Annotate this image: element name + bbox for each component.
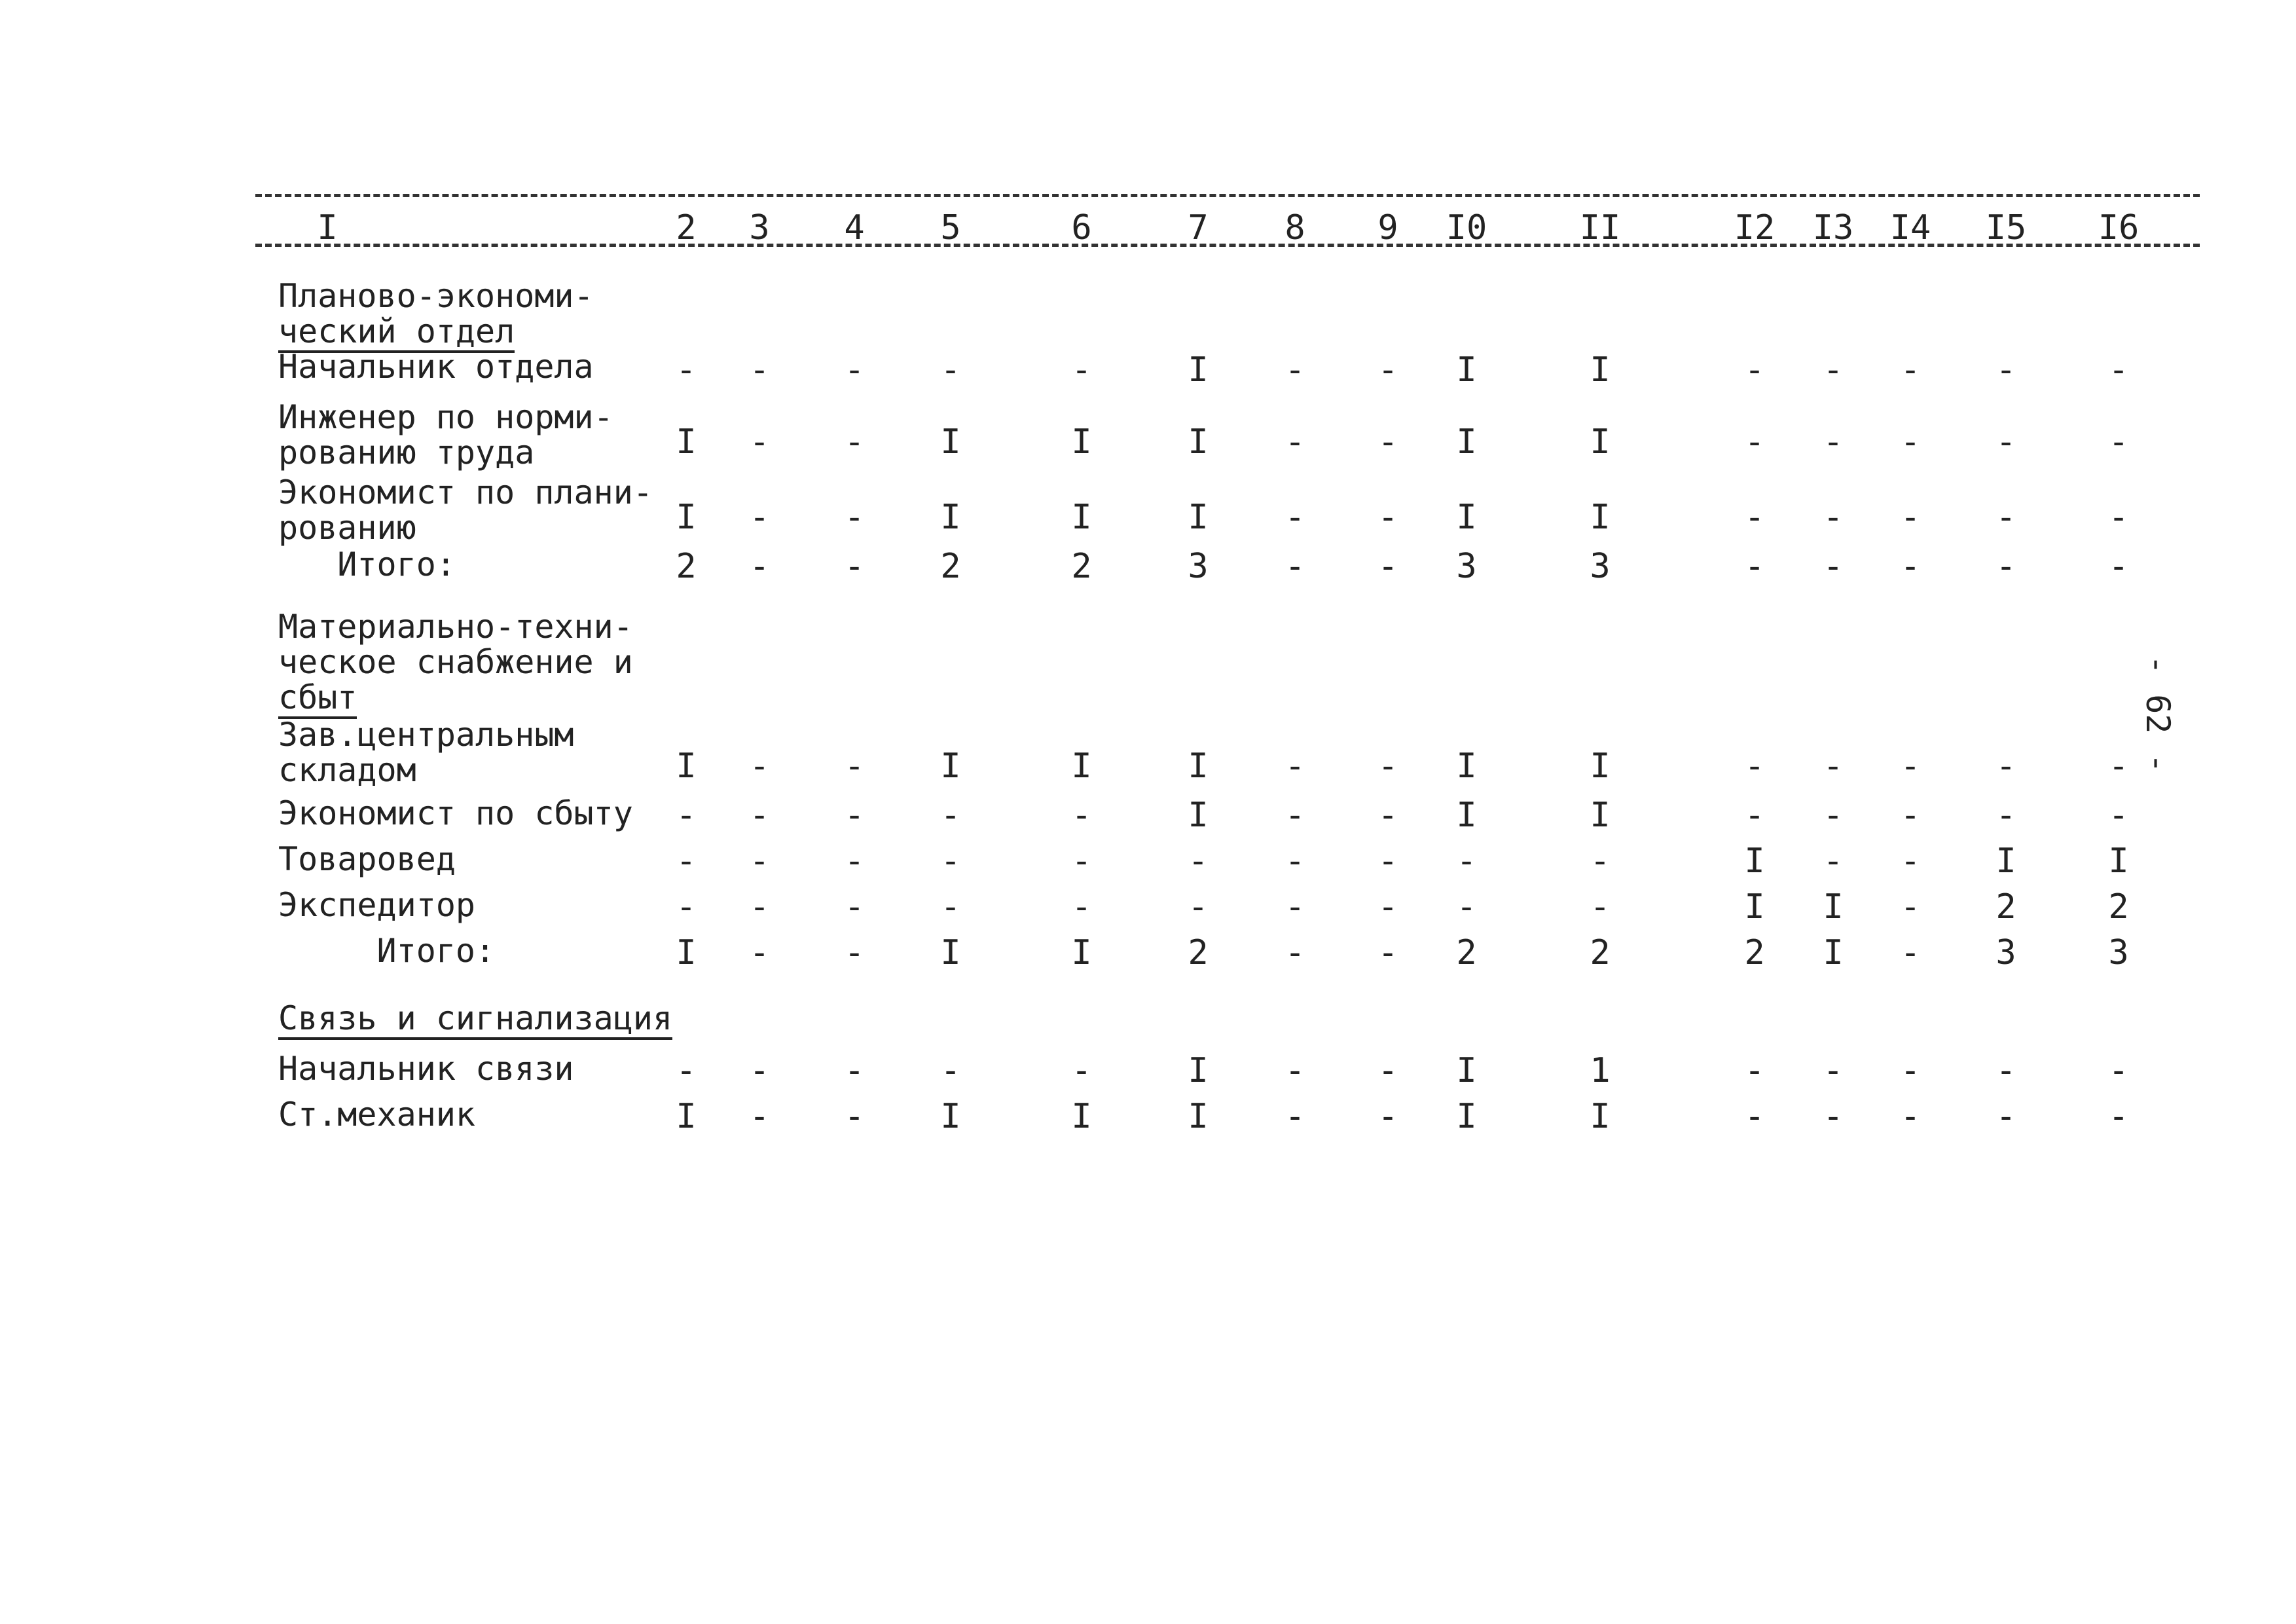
section-title-line: ческий отдел (278, 314, 515, 353)
table-cell: - (1900, 933, 1921, 972)
table-cell: - (1377, 1051, 1398, 1090)
row-label (278, 796, 633, 831)
table-cell: - (844, 1051, 865, 1090)
row-label-line: Ст.механик (278, 1096, 476, 1134)
table-cell: I (1823, 887, 1844, 927)
table-cell: - (940, 796, 961, 835)
table-cell: I (940, 422, 961, 462)
column-header-2: 2 (676, 208, 697, 248)
table-cell: - (844, 422, 865, 462)
table-cell: - (1995, 796, 2016, 835)
table-cell: - (1285, 547, 1305, 586)
table-cell: 2 (1456, 933, 1477, 972)
row-label (278, 887, 475, 923)
table-cell: - (1744, 422, 1765, 462)
table-cell: I (1590, 422, 1611, 462)
table-cell: I (1456, 796, 1477, 835)
table-cell: - (1744, 796, 1765, 835)
table-cell: - (844, 841, 865, 881)
row-label-line: Экспедитор (278, 886, 476, 924)
table-cell: - (1823, 422, 1844, 462)
table-cell: I (1071, 1097, 1092, 1136)
table-cell: I (1456, 1097, 1477, 1136)
table-cell: - (844, 547, 865, 586)
table-cell: - (1744, 498, 1765, 537)
table-cell: - (749, 350, 770, 390)
section-title-line: Планово-экономи- (278, 277, 594, 315)
table-cell: - (2108, 747, 2129, 786)
table-cell: 2 (1590, 933, 1611, 972)
row-label (278, 547, 456, 582)
table-cell: I (1744, 887, 1765, 927)
table-cell: - (1377, 547, 1398, 586)
table-cell: 3 (1590, 547, 1611, 586)
row-label (278, 1051, 574, 1086)
table-cell: - (1377, 933, 1398, 972)
table-cell: I (1456, 1051, 1477, 1090)
table-cell: - (676, 350, 697, 390)
table-cell: I (676, 1097, 697, 1136)
table-cell: I (1590, 1097, 1611, 1136)
section-title (278, 1001, 672, 1040)
table-cell: - (2108, 422, 2129, 462)
row-label-line: Начальник отдела (278, 348, 594, 386)
table-cell: - (1900, 887, 1921, 927)
table-cell: - (749, 1051, 770, 1090)
table-cell: - (1823, 1097, 1844, 1136)
table-cell: I (1188, 1097, 1209, 1136)
table-cell: - (1071, 1051, 1092, 1090)
table-cell: I (676, 747, 697, 786)
table-cell: - (1900, 841, 1921, 881)
table-cell: - (1823, 547, 1844, 586)
table-cell: - (1456, 887, 1477, 927)
row-label-line: рованию труда (278, 434, 535, 471)
table-cell: I (676, 422, 697, 462)
table-cell: 2 (1995, 887, 2016, 927)
table-cell: I (940, 498, 961, 537)
column-header-13: I3 (1812, 208, 1854, 248)
table-cell: - (1995, 1051, 2016, 1090)
table-cell: - (1744, 350, 1765, 390)
table-cell: - (749, 747, 770, 786)
table-cell: - (2108, 796, 2129, 835)
table-cell: - (2108, 1097, 2129, 1136)
row-label (278, 399, 613, 470)
table-cell: - (1900, 498, 1921, 537)
table-cell: I (1071, 498, 1092, 537)
row-label-line: Экономист по плани- (278, 473, 653, 511)
table-cell: - (1744, 1051, 1765, 1090)
table-cell: I (1590, 498, 1611, 537)
row-label-line: Товаровед (278, 840, 456, 878)
table-cell: - (1900, 796, 1921, 835)
table-cell: I (1590, 747, 1611, 786)
page-number: - 62 - (2139, 655, 2177, 773)
table-cell: - (1285, 747, 1305, 786)
table-cell: - (2108, 498, 2129, 537)
table-cell: - (1377, 887, 1398, 927)
column-header-4: 4 (844, 208, 865, 248)
column-header-14: I4 (1889, 208, 1931, 248)
row-label-line: рованию (278, 509, 416, 547)
table-cell: - (749, 933, 770, 972)
table-cell: - (676, 841, 697, 881)
table-cell: - (1377, 350, 1398, 390)
table-cell: - (844, 498, 865, 537)
table-cell: - (749, 547, 770, 586)
table-cell: - (1995, 422, 2016, 462)
table-cell: - (1995, 747, 2016, 786)
section-title (278, 278, 594, 353)
table-cell: - (1285, 422, 1305, 462)
column-header-16: I6 (2098, 208, 2140, 248)
table-cell: - (1995, 547, 2016, 586)
table-cell: - (844, 350, 865, 390)
table-cell: - (2108, 350, 2129, 390)
table-cell: - (1995, 498, 2016, 537)
row-label-line: Итого: (278, 932, 496, 970)
table-cell: - (1377, 498, 1398, 537)
table-cell: - (1744, 747, 1765, 786)
table-cell: - (1900, 422, 1921, 462)
table-cell: - (749, 1097, 770, 1136)
row-label (278, 475, 653, 545)
section-title (278, 609, 633, 719)
table-cell: - (1823, 747, 1844, 786)
table-cell: - (2108, 1051, 2129, 1090)
section-title-line: ческое снабжение и (278, 643, 633, 681)
table-cell: I (1590, 796, 1611, 835)
table-cell: I (1188, 747, 1209, 786)
row-label (278, 717, 574, 788)
table-cell: - (844, 747, 865, 786)
column-header-6: 6 (1071, 208, 1092, 248)
table-cell: - (1285, 796, 1305, 835)
table-cell: I (676, 498, 697, 537)
row-label (278, 1097, 475, 1132)
table-cell: - (1188, 887, 1209, 927)
row-label (278, 933, 495, 969)
table-cell: 2 (1071, 547, 1092, 586)
table-cell: - (1900, 350, 1921, 390)
table-cell: - (1823, 841, 1844, 881)
table-cell: - (1900, 1051, 1921, 1090)
table-cell: I (940, 933, 961, 972)
table-cell: I (1995, 841, 2016, 881)
table-cell: 2 (940, 547, 961, 586)
table-cell: I (940, 1097, 961, 1136)
table-cell: I (676, 933, 697, 972)
table-cell: - (844, 933, 865, 972)
table-cell: 2 (676, 547, 697, 586)
table-cell: I (1071, 747, 1092, 786)
table-cell: I (1456, 350, 1477, 390)
section-title-line: Связь и сигнализация (278, 1001, 672, 1040)
row-label-line: Начальник связи (278, 1050, 574, 1088)
table-cell: 3 (2108, 933, 2129, 972)
table-cell: I (1188, 498, 1209, 537)
row-label-line: Итого: (278, 545, 456, 583)
table-cell: - (1188, 841, 1209, 881)
table-cell: - (1377, 796, 1398, 835)
header-top-rule (255, 194, 2200, 197)
table-cell: - (1823, 498, 1844, 537)
table-cell: I (940, 747, 961, 786)
table-cell: - (749, 841, 770, 881)
column-header-11: II (1579, 208, 1621, 248)
table-cell: I (1744, 841, 1765, 881)
column-header-10: I0 (1446, 208, 1487, 248)
table-cell: - (1285, 1051, 1305, 1090)
table-cell: - (1285, 1097, 1305, 1136)
table-cell: 2 (1188, 933, 1209, 972)
table-cell: 2 (2108, 887, 2129, 927)
table-cell: - (1285, 350, 1305, 390)
table-cell: - (1900, 547, 1921, 586)
table-cell: - (1823, 796, 1844, 835)
table-cell: I (1071, 933, 1092, 972)
table-cell: 3 (1456, 547, 1477, 586)
section-title-line: сбыт (278, 680, 357, 719)
table-cell: I (1590, 350, 1611, 390)
row-label-line: складом (278, 751, 416, 789)
table-cell: - (1456, 841, 1477, 881)
table-cell: - (1590, 841, 1611, 881)
table-cell: - (844, 796, 865, 835)
table-cell: - (1823, 350, 1844, 390)
table-cell: - (1377, 747, 1398, 786)
column-header-15: I5 (1985, 208, 2027, 248)
table-cell: - (1744, 547, 1765, 586)
row-label-line: Зав.центральным (278, 716, 574, 754)
table-cell: 1 (1590, 1051, 1611, 1090)
table-cell: - (1377, 1097, 1398, 1136)
table-cell: - (1377, 841, 1398, 881)
table-cell: I (2108, 841, 2129, 881)
table-cell: - (1071, 841, 1092, 881)
table-cell: - (749, 796, 770, 835)
table-cell: - (1995, 1097, 2016, 1136)
table-cell: - (1285, 887, 1305, 927)
table-cell: I (1188, 422, 1209, 462)
table-cell: - (1744, 1097, 1765, 1136)
table-cell: - (940, 350, 961, 390)
table-cell: I (1188, 1051, 1209, 1090)
table-cell: - (1823, 1051, 1844, 1090)
table-cell: 3 (1188, 547, 1209, 586)
table-cell: - (676, 1051, 697, 1090)
table-cell: - (1285, 498, 1305, 537)
table-cell: I (1456, 498, 1477, 537)
table-cell: - (1900, 747, 1921, 786)
column-header-5: 5 (940, 208, 961, 248)
table-cell: - (1377, 422, 1398, 462)
row-label (278, 841, 456, 877)
row-label-line: Экономист по сбыту (278, 794, 633, 832)
row-label (278, 349, 594, 384)
column-header-1: I (317, 208, 338, 248)
table-cell: - (676, 887, 697, 927)
table-cell: - (844, 887, 865, 927)
table-cell: I (1823, 933, 1844, 972)
table-cell: 3 (1995, 933, 2016, 972)
table-cell: - (1285, 933, 1305, 972)
table-cell: - (1995, 350, 2016, 390)
column-header-8: 8 (1285, 208, 1305, 248)
table-cell: - (1900, 1097, 1921, 1136)
table-cell: - (749, 887, 770, 927)
table-cell: - (676, 796, 697, 835)
table-cell: - (749, 498, 770, 537)
table-cell: I (1456, 747, 1477, 786)
column-header-12: I2 (1734, 208, 1776, 248)
table-cell: I (1188, 350, 1209, 390)
table-cell: - (749, 422, 770, 462)
column-header-3: 3 (749, 208, 770, 248)
table-cell: 2 (1744, 933, 1765, 972)
table-cell: - (1285, 841, 1305, 881)
row-label-line: Инженер по норми- (278, 398, 613, 436)
table-cell: - (940, 1051, 961, 1090)
table-cell: I (1188, 796, 1209, 835)
table-cell: - (940, 841, 961, 881)
table-cell: I (1071, 422, 1092, 462)
table-cell: - (1590, 887, 1611, 927)
table-cell: - (1071, 350, 1092, 390)
table-cell: - (844, 1097, 865, 1136)
column-header-9: 9 (1377, 208, 1398, 248)
table-cell: I (1456, 422, 1477, 462)
section-title-line: Материально-техни- (278, 608, 633, 646)
table-cell: - (2108, 547, 2129, 586)
table-cell: - (940, 887, 961, 927)
table-cell: - (1071, 887, 1092, 927)
table-cell: - (1071, 796, 1092, 835)
column-header-7: 7 (1188, 208, 1209, 248)
